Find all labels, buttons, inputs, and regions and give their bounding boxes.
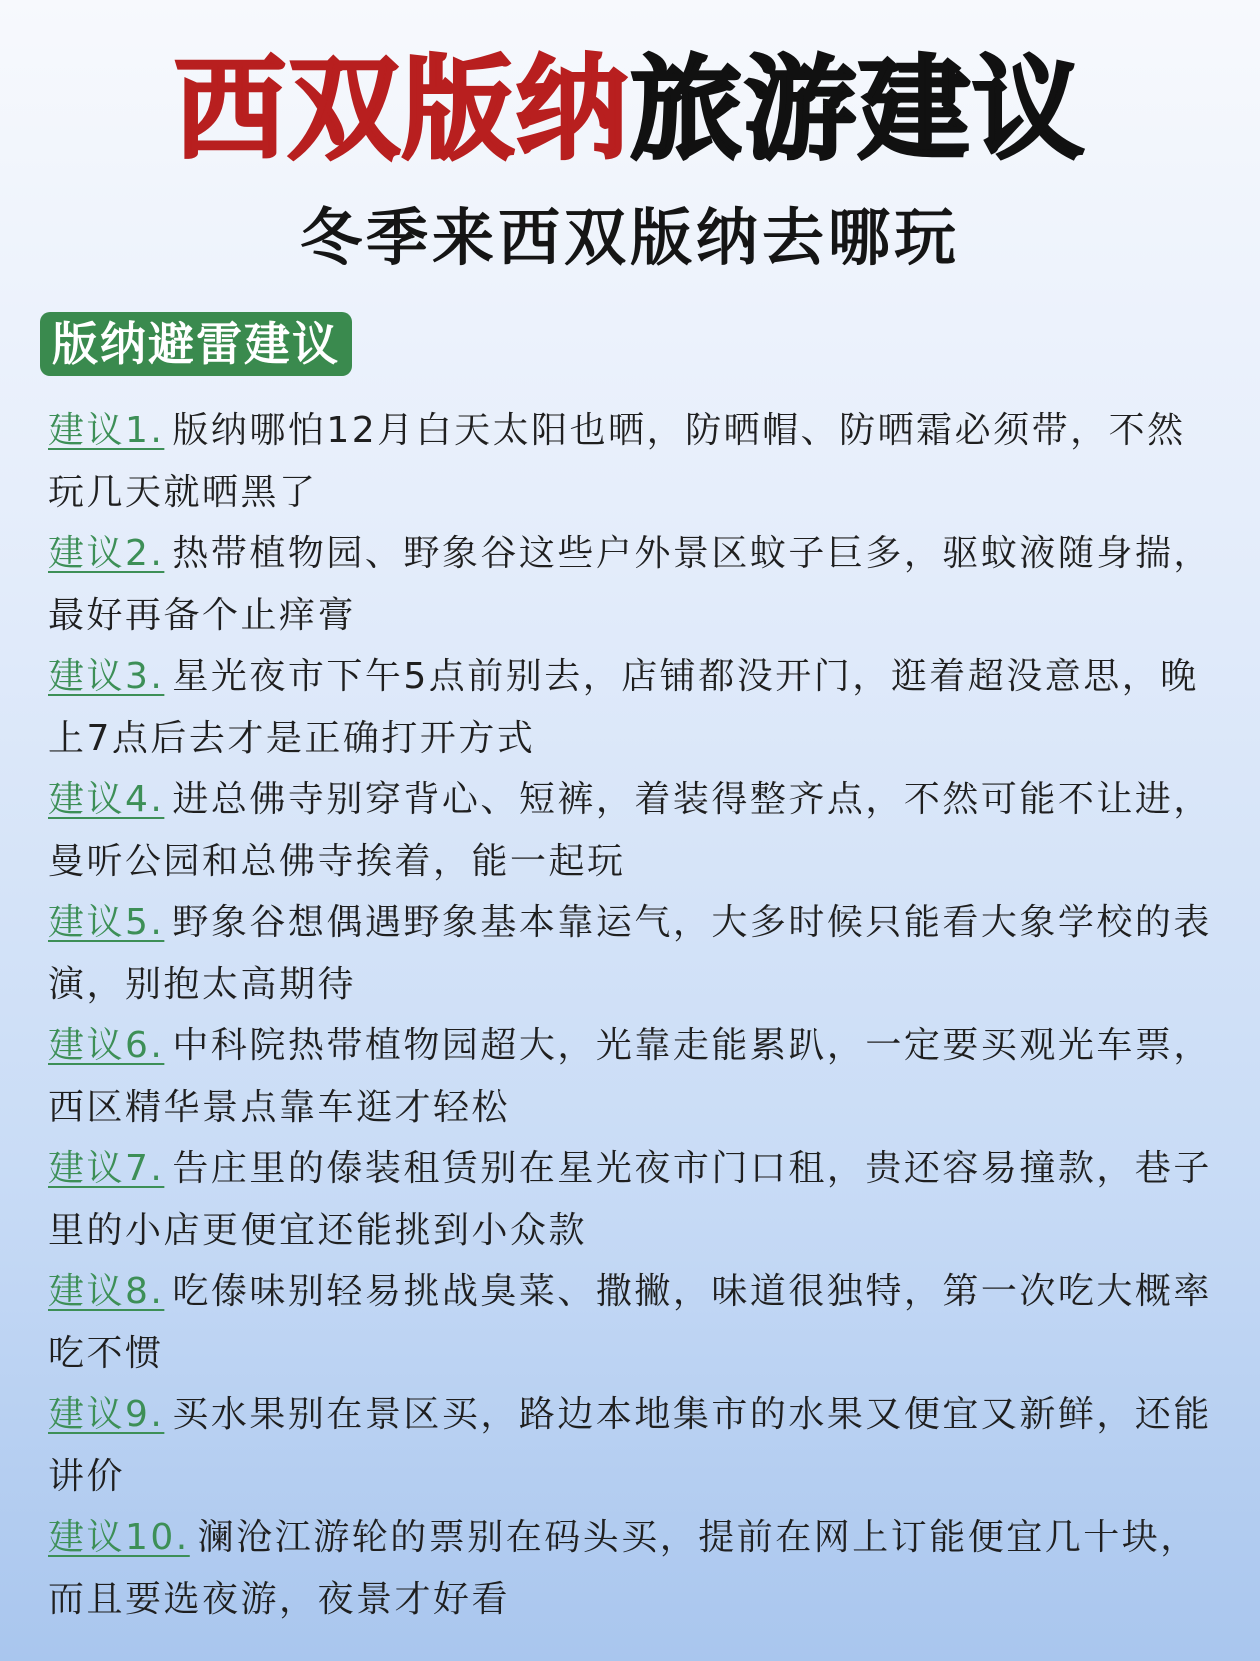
tip-item	[48, 1015, 1218, 1138]
tip-label: 建议3.	[48, 656, 165, 697]
tip-item	[48, 892, 1218, 1015]
tip-text: 吃傣味别轻易挑战臭菜、撒撇，味道很独特，第一次吃大概率吃不惯	[48, 1271, 1212, 1374]
tips-list	[48, 400, 1218, 1630]
tip-label: 建议6.	[48, 1025, 165, 1066]
tip-item	[48, 769, 1218, 892]
tip-item	[48, 1384, 1218, 1507]
tip-label: 建议4.	[48, 779, 165, 820]
section-badge: 版纳避雷建议	[40, 312, 352, 376]
title-black-part: 旅游建议	[630, 45, 1086, 175]
title-red-part: 西双版纳	[174, 45, 630, 175]
tip-item	[48, 1261, 1218, 1384]
tip-label: 建议7.	[48, 1148, 165, 1189]
tip-item	[48, 523, 1218, 646]
tip-text: 告庄里的傣装租赁别在星光夜市门口租，贵还容易撞款，巷子里的小店更便宜还能挑到小众款	[48, 1148, 1212, 1251]
tip-label: 建议8.	[48, 1271, 165, 1312]
tip-text: 买水果别在景区买，路边本地集市的水果又便宜又新鲜，还能讲价	[48, 1394, 1212, 1497]
tip-label: 建议5.	[48, 902, 165, 943]
tip-text: 中科院热带植物园超大，光靠走能累趴，一定要买观光车票，西区精华景点靠车逛才轻松	[48, 1025, 1212, 1128]
tip-item	[48, 646, 1218, 769]
tip-text: 热带植物园、野象谷这些户外景区蚊子巨多，驱蚊液随身揣，最好再备个止痒膏	[48, 533, 1212, 636]
tip-text: 澜沧江游轮的票别在码头买，提前在网上订能便宜几十块，而且要选夜游，夜景才好看	[48, 1517, 1199, 1620]
tip-label: 建议9.	[48, 1394, 165, 1435]
tip-label: 建议2.	[48, 533, 165, 574]
tip-text: 进总佛寺别穿背心、短裤，着装得整齐点，不然可能不让进，曼听公园和总佛寺挨着，能一起玩	[48, 779, 1212, 882]
page-title	[0, 40, 1260, 180]
page-subtitle: 冬季来西双版纳去哪玩	[299, 201, 960, 274]
tip-item	[48, 1507, 1218, 1630]
tip-text: 版纳哪怕12月白天太阳也晒，防晒帽、防晒霜必须带，不然玩几天就晒黑了	[48, 410, 1186, 513]
tip-item	[48, 1138, 1218, 1261]
tip-label: 建议10.	[48, 1517, 190, 1558]
tip-text: 星光夜市下午5点前别去，店铺都没开门，逛着超没意思，晚上7点后去才是正确打开方式	[48, 656, 1199, 759]
tip-label: 建议1.	[48, 410, 165, 451]
tip-item	[48, 400, 1218, 523]
tip-text: 野象谷想偶遇野象基本靠运气，大多时候只能看大象学校的表演，别抱太高期待	[48, 902, 1212, 1005]
